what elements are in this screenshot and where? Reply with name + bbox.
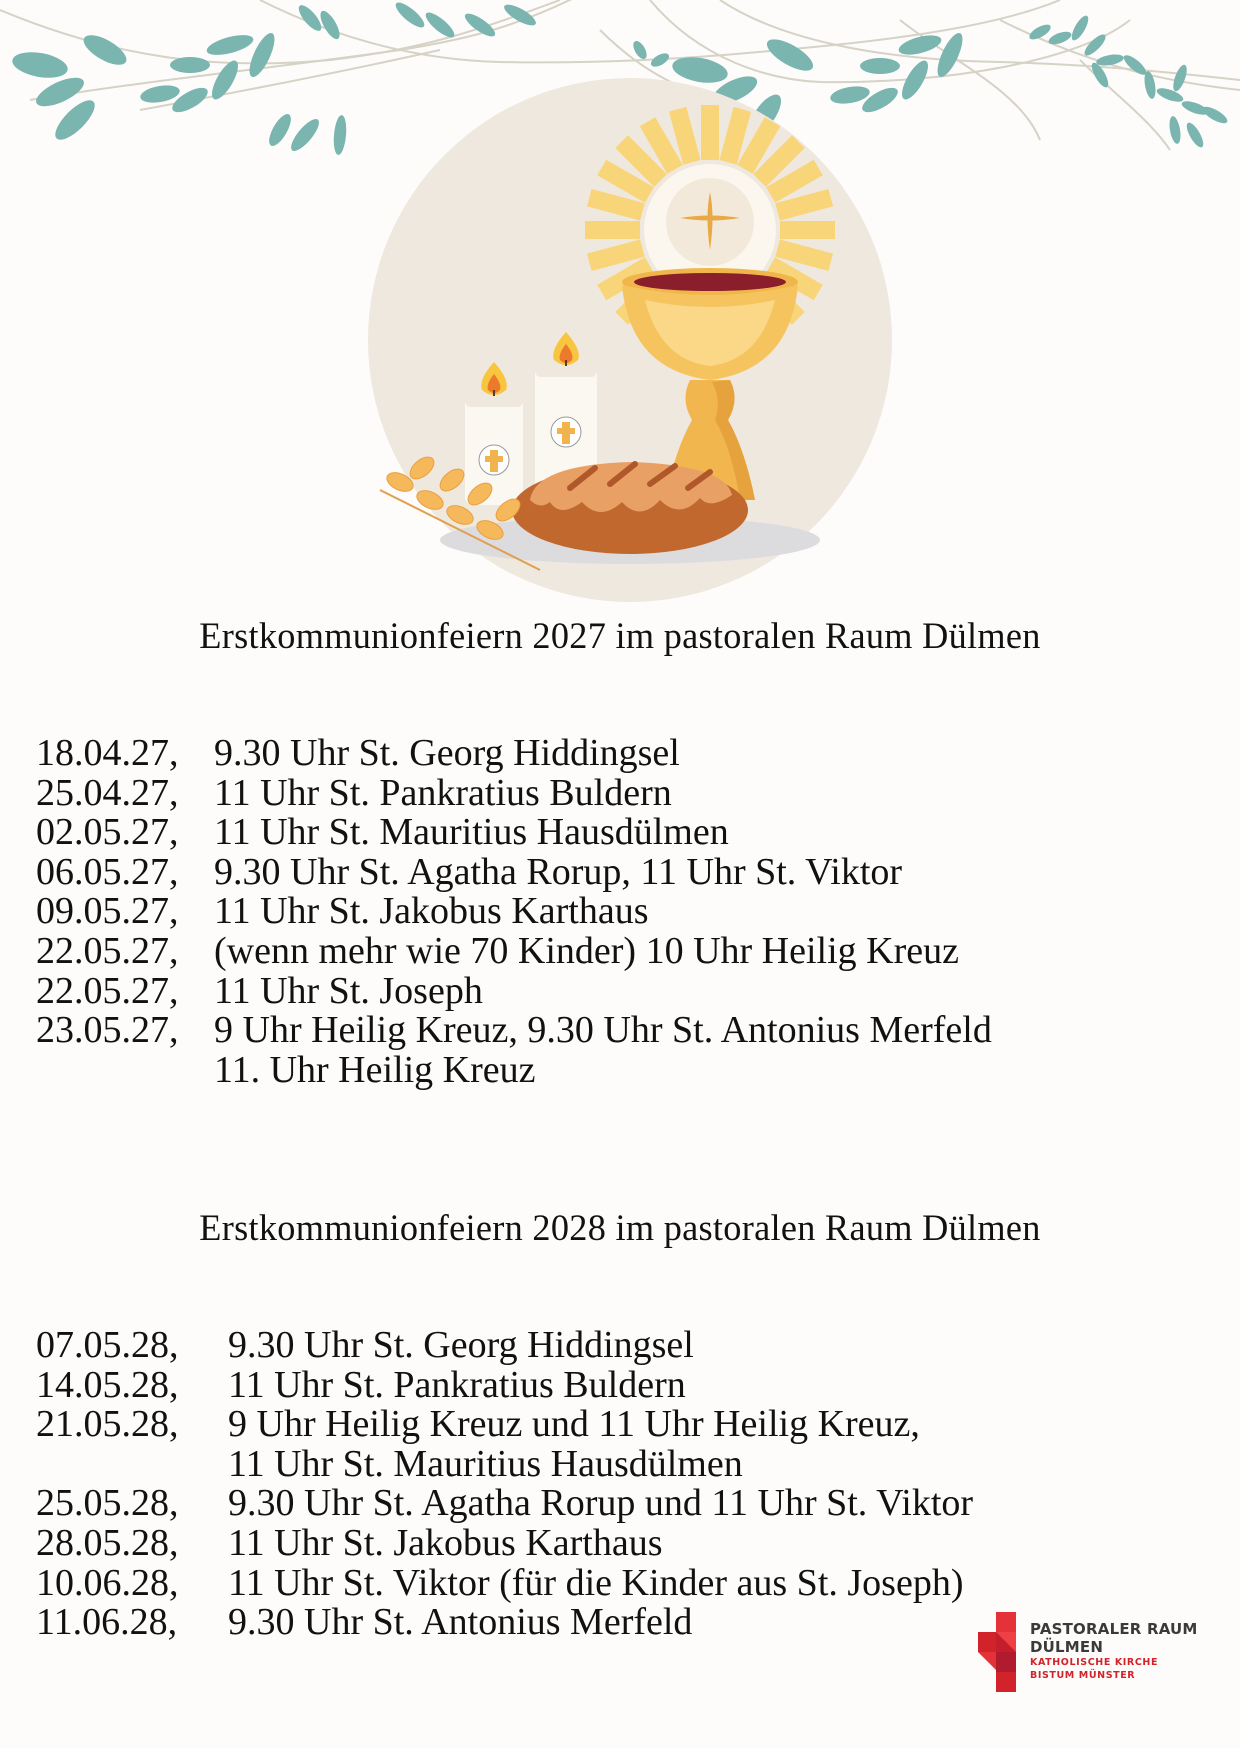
event: 9.30 Uhr St. Georg Hiddingsel <box>228 1324 694 1366</box>
communion-illustration <box>360 70 900 610</box>
event: 11. Uhr Heilig Kreuz <box>214 1048 536 1091</box>
schedule-row <box>36 813 992 853</box>
date: 22.05.27, <box>36 969 179 1012</box>
schedule-row <box>36 1484 973 1524</box>
schedule-row-continuation <box>36 1442 973 1485</box>
schedule-row <box>36 850 992 893</box>
schedule-row <box>36 1603 973 1643</box>
event: 11 Uhr St. Viktor (für die Kinder aus St. Joseph) <box>228 1561 964 1604</box>
event: 9.30 Uhr St. Antonius Merfeld <box>228 1601 693 1644</box>
date: 07.05.28, <box>36 1324 179 1366</box>
date: 23.05.27, <box>36 1009 179 1052</box>
date: 22.05.27, <box>36 929 179 972</box>
schedule-row <box>36 1521 973 1564</box>
date <box>36 1051 214 1091</box>
event: 9.30 Uhr St. Georg Hiddingsel <box>214 732 680 774</box>
date: 09.05.27, <box>36 890 179 933</box>
date: 18.04.27, <box>36 732 179 774</box>
date: 06.05.27, <box>36 850 179 893</box>
event: 11 Uhr St. Pankratius Buldern <box>228 1363 686 1406</box>
schedule-row <box>36 892 992 932</box>
schedule-row <box>36 929 992 972</box>
schedule-row <box>36 1405 973 1445</box>
date: 14.05.28, <box>36 1363 179 1406</box>
date <box>36 1445 228 1485</box>
date: 25.05.28, <box>36 1482 179 1525</box>
logo-subtitle-line1: KATHOLISCHE KIRCHE <box>1030 1657 1159 1668</box>
schedule-row <box>36 1561 973 1604</box>
event: 9.30 Uhr St. Agatha Rorup, 11 Uhr St. Viktor <box>214 850 903 893</box>
date: 28.05.28, <box>36 1521 179 1564</box>
event: 11 Uhr St. Mauritius Hausdülmen <box>228 1442 743 1485</box>
event: 11 Uhr St. Joseph <box>214 969 483 1012</box>
date: 25.04.27, <box>36 771 179 814</box>
schedule-row-continuation <box>36 1048 992 1091</box>
date: 11.06.28, <box>36 1601 178 1644</box>
heading-2027: Erstkommunionfeiern 2027 im pastoralen Raum Dülmen <box>199 616 1041 657</box>
logo-subtitle-line2: BISTUM MÜNSTER <box>1030 1670 1136 1681</box>
schedule-2028 <box>36 1326 973 1643</box>
logo-title-line2: DÜLMEN <box>1030 1638 1104 1656</box>
pastoraler-raum-logo <box>978 1612 1198 1692</box>
schedule-row <box>36 734 992 774</box>
logo-text <box>1030 1620 1198 1682</box>
date: 02.05.27, <box>36 811 179 854</box>
cross-icon <box>978 1612 1030 1692</box>
schedule-row <box>36 969 992 1012</box>
event: 9 Uhr Heilig Kreuz und 11 Uhr Heilig Kreuz, <box>228 1403 920 1446</box>
schedule-row <box>36 771 992 814</box>
event: 11 Uhr St. Jakobus Karthaus <box>214 890 649 933</box>
event: (wenn mehr wie 70 Kinder) 10 Uhr Heilig Kreuz <box>214 929 959 972</box>
logo-title-line1: PASTORALER RAUM <box>1030 1620 1198 1638</box>
schedule-row <box>36 1326 973 1366</box>
schedule-2027 <box>36 734 992 1090</box>
date: 21.05.28, <box>36 1403 179 1446</box>
schedule-row <box>36 1363 973 1406</box>
date: 10.06.28, <box>36 1561 179 1604</box>
event: 11 Uhr St. Pankratius Buldern <box>214 771 672 814</box>
event: 11 Uhr St. Jakobus Karthaus <box>228 1521 663 1564</box>
event: 11 Uhr St. Mauritius Hausdülmen <box>214 811 729 854</box>
event: 9 Uhr Heilig Kreuz, 9.30 Uhr St. Antonius Merfeld <box>214 1009 992 1052</box>
schedule-row <box>36 1011 992 1051</box>
heading-2028: Erstkommunionfeiern 2028 im pastoralen Raum Dülmen <box>199 1208 1041 1249</box>
event: 9.30 Uhr St. Agatha Rorup und 11 Uhr St. Viktor <box>228 1482 974 1525</box>
